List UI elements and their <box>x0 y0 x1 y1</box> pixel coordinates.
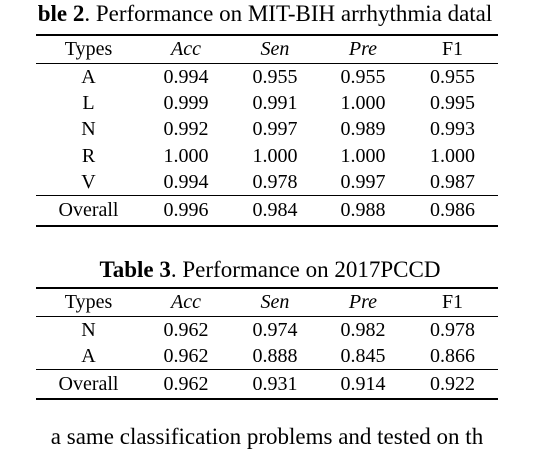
table-2-caption-text: . Performance on MIT-BIH arrhythmia datal <box>84 1 493 26</box>
table-cell: 0.982 <box>340 318 386 341</box>
table-cell: L <box>82 91 95 114</box>
table-cell: 0.988 <box>319 196 407 226</box>
table-cell: 0.962 <box>163 344 209 367</box>
table-3-label: Table 3 <box>99 257 171 282</box>
table-cell: 0.978 <box>430 318 475 341</box>
table-cell: Overall <box>36 196 141 226</box>
table-2-caption <box>0 2 532 25</box>
header-pre: Pre <box>319 35 407 63</box>
table-overall-row <box>36 196 498 226</box>
table-cell: A <box>81 344 96 367</box>
table-cell: 0.994 <box>163 171 209 193</box>
table-row <box>36 316 498 343</box>
table-cell: 0.995 <box>430 91 475 114</box>
table-row <box>36 169 498 196</box>
header-sen: Sen <box>231 288 319 316</box>
table-cell: N <box>81 118 96 141</box>
table-cell: 0.922 <box>407 369 498 399</box>
table-3 <box>36 287 498 400</box>
table-cell: A <box>81 65 96 88</box>
table-cell: 0.991 <box>252 91 298 114</box>
header-acc: Acc <box>141 288 231 316</box>
table-header-row <box>36 35 498 63</box>
table-cell: R <box>81 144 96 167</box>
table-cell: 0.978 <box>252 171 298 193</box>
table-cell: 0.992 <box>163 118 209 141</box>
table-3-caption-text: . Performance on 2017PCCD <box>170 257 441 282</box>
table-header-row <box>36 288 498 316</box>
table-cell: 0.962 <box>163 318 209 341</box>
table-cell: 1.000 <box>252 144 298 167</box>
table-cell: 0.993 <box>430 118 475 141</box>
table-cell: Overall <box>36 369 141 399</box>
table-2-label: ble 2 <box>37 1 85 26</box>
table-cell: 0.914 <box>319 369 407 399</box>
header-types: Types <box>36 35 141 63</box>
header-pre: Pre <box>319 288 407 316</box>
table-cell: 0.866 <box>430 344 475 367</box>
table-cell: 0.996 <box>141 196 231 226</box>
table-cell: 0.931 <box>231 369 319 399</box>
table-cell: 0.997 <box>252 118 298 141</box>
header-acc: Acc <box>141 35 231 63</box>
header-types: Types <box>36 288 141 316</box>
body-text-cut: a same classification problems and tested on th <box>50 424 484 449</box>
table-cell: 0.997 <box>340 171 386 193</box>
header-f1: F1 <box>407 35 498 63</box>
table-row <box>36 116 498 143</box>
table-cell: 0.986 <box>407 196 498 226</box>
table-cell: 0.955 <box>252 65 298 88</box>
table-cell: 0.994 <box>163 65 209 88</box>
table-cell: N <box>81 318 96 341</box>
table-cell: 0.955 <box>430 65 475 88</box>
table-cell: 0.845 <box>340 344 386 367</box>
table-cell: 0.962 <box>141 369 231 399</box>
table-cell: 0.955 <box>340 65 386 88</box>
table-cell: V <box>81 171 96 193</box>
table-cell: 0.974 <box>252 318 298 341</box>
table-row <box>36 143 498 170</box>
table-cell: 0.989 <box>340 118 386 141</box>
table-cell: 0.999 <box>163 91 209 114</box>
table-cell: 0.888 <box>252 344 298 367</box>
header-sen: Sen <box>231 35 319 63</box>
table-row <box>36 343 498 370</box>
table-2 <box>36 34 498 227</box>
table-cell: 1.000 <box>163 144 209 167</box>
table-3-caption <box>3 258 534 281</box>
table-cell: 0.984 <box>231 196 319 226</box>
header-f1: F1 <box>407 288 498 316</box>
table-cell: 0.987 <box>430 171 475 193</box>
table-row <box>36 90 498 117</box>
table-overall-row <box>36 369 498 399</box>
table-row <box>36 63 498 90</box>
table-cell: 1.000 <box>430 144 475 167</box>
table-cell: 1.000 <box>340 91 386 114</box>
table-cell: 1.000 <box>340 144 386 167</box>
